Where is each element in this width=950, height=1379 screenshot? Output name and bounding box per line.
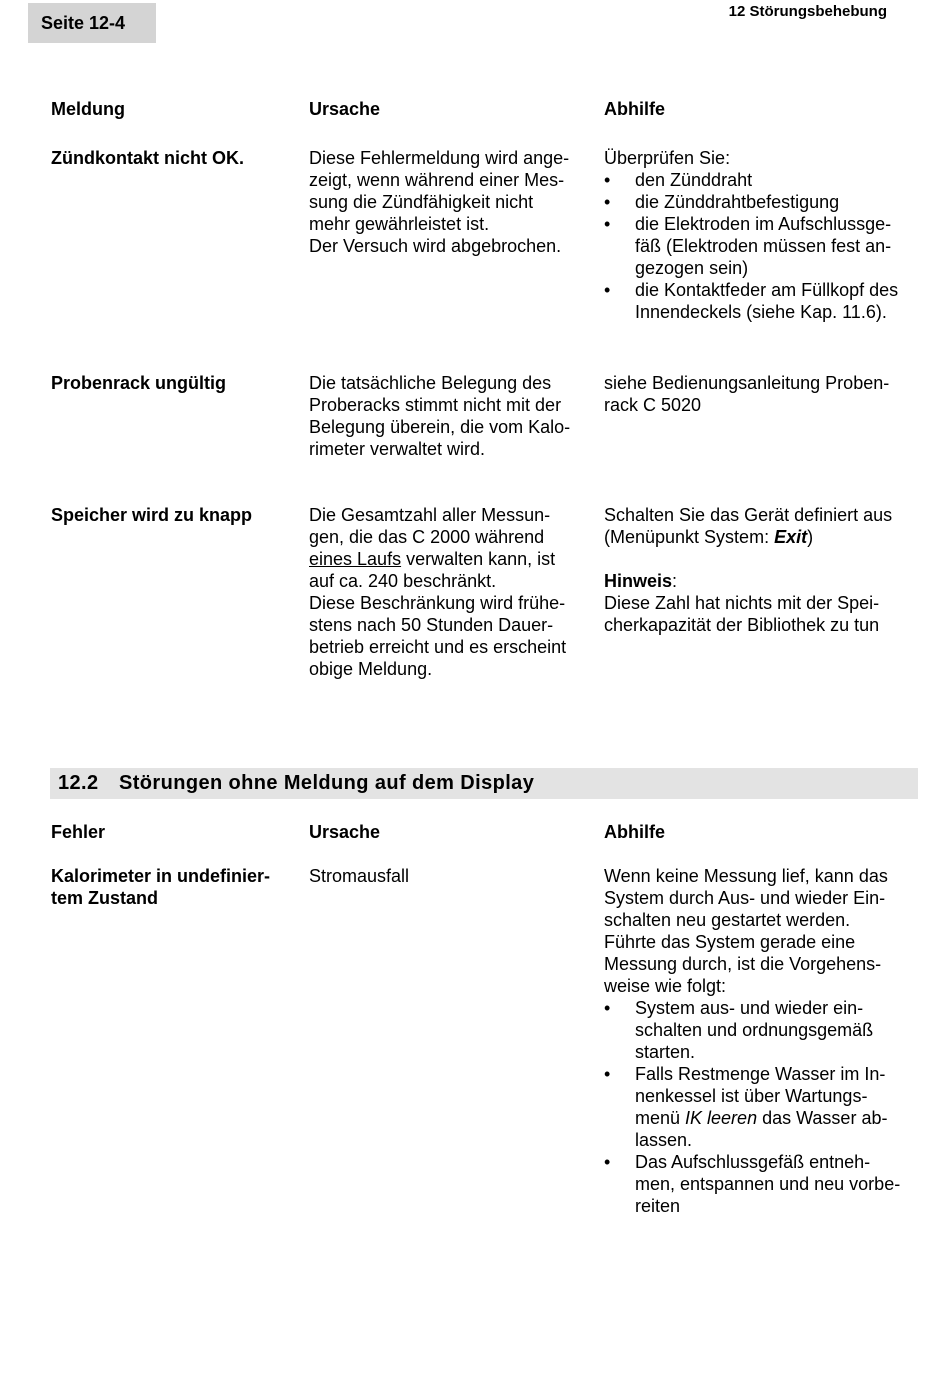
bullet-item [604, 191, 924, 213]
text-line: auf ca. 240 beschränkt. [309, 571, 497, 591]
text-span: ) [807, 527, 814, 547]
row-meldung: Zündkontakt nicht OK. [51, 148, 244, 168]
text-line [309, 548, 594, 570]
text-line: Diese Zahl hat nichts mit der Spei- [604, 593, 880, 613]
header-abhilfe: Abhilfe [604, 822, 665, 842]
bullet-item [604, 169, 924, 191]
text-line: Diese Beschränkung wird frühe- [309, 593, 566, 613]
row-ursache: Stromausfall [309, 866, 410, 886]
text-line: Proberacks stimmt nicht mit der [309, 395, 562, 415]
row-ursache [309, 372, 594, 460]
text-line: Messung durch, ist die Vorgehens- [604, 954, 882, 974]
text-line: sung die Zündfähigkeit nicht [309, 192, 534, 212]
text-line: rack C 5020 [604, 395, 702, 415]
section-title: Störungen ohne Meldung auf dem Display [119, 772, 535, 794]
blank-line [604, 548, 924, 570]
text-line: tem Zustand [51, 888, 159, 908]
header-ursache: Ursache [309, 99, 381, 119]
text-line: schalten neu gestartet werden. [604, 910, 851, 930]
text-line: Kalorimeter in undefinier- [51, 866, 271, 886]
bullet-text: fäß (Elektroden müssen fest an- [635, 236, 892, 256]
bullet-dot-icon: • [604, 1064, 611, 1084]
row-meldung: Speicher wird zu knapp [51, 505, 253, 525]
bullet-text: menü [635, 1108, 686, 1128]
page-number-box [28, 3, 156, 43]
bullet-text: nenkessel ist über Wartungs- [635, 1086, 868, 1106]
bullet-continuation [604, 235, 924, 257]
text-line: siehe Bedienungsanleitung Proben- [604, 373, 890, 393]
bullet-continuation [604, 301, 924, 323]
bullet-text: Innendeckels (siehe Kap. 11.6). [635, 302, 887, 322]
text-line: stens nach 50 Stunden Dauer- [309, 615, 554, 635]
bullet-continuation [604, 1195, 924, 1217]
text-line: Die Gesamtzahl aller Messun- [309, 505, 551, 525]
bullet-dot-icon: • [604, 998, 611, 1018]
text-line: betrieb erreicht und es erscheint [309, 637, 567, 657]
bullet-text: den Zünddraht [635, 170, 753, 190]
row-abhilfe [604, 147, 924, 323]
section-heading [50, 768, 918, 799]
text-line [604, 526, 924, 548]
hint-colon: : [672, 571, 678, 591]
text-line: System durch Aus- und wieder Ein- [604, 888, 886, 908]
header-meldung: Meldung [51, 99, 125, 119]
bullet-continuation [604, 1041, 924, 1063]
text-line: obige Meldung. [309, 659, 433, 679]
bullet-continuation [604, 1107, 924, 1129]
row-abhilfe [604, 865, 924, 1217]
text-line: cherkapazität der Bibliothek zu tun [604, 615, 880, 635]
row-ursache [309, 147, 594, 257]
text-line: mehr gewährleistet ist. [309, 214, 490, 234]
text-line: Führte das System gerade eine [604, 932, 856, 952]
text-line: rimeter verwaltet wird. [309, 439, 486, 459]
row-meldung: Probenrack ungültig [51, 373, 227, 393]
bullet-text: System aus- und wieder ein- [635, 998, 864, 1018]
bullet-continuation [604, 1019, 924, 1041]
bullet-item [604, 279, 924, 301]
bullet-dot-icon: • [604, 170, 611, 190]
page-number: Seite 12-4 [41, 13, 126, 33]
text-span: (Menüpunkt System: [604, 527, 775, 547]
bullet-text: die Zünddrahtbefestigung [635, 192, 840, 212]
bullet-dot-icon: • [604, 192, 611, 212]
text-line: Diese Fehlermeldung wird ange- [309, 148, 570, 168]
section-number: 12.2 [58, 772, 99, 794]
text-line: zeigt, wenn während einer Mes- [309, 170, 565, 190]
bullet-text: Falls Restmenge Wasser im In- [635, 1064, 886, 1084]
row-fehler [51, 865, 296, 909]
bullet-continuation [604, 1129, 924, 1151]
text-line: gen, die das C 2000 während [309, 527, 545, 547]
bullet-dot-icon: • [604, 280, 611, 300]
bullet-item [604, 1151, 924, 1173]
header-fehler: Fehler [51, 822, 106, 842]
bullet-text: das Wasser ab- [757, 1108, 888, 1128]
bullet-item [604, 1063, 924, 1085]
menu-exit-term: Exit [774, 527, 808, 547]
text-span: verwalten kann, ist [401, 549, 556, 569]
text-line: Der Versuch wird abgebrochen. [309, 236, 562, 256]
text-line: Schalten Sie das Gerät definiert aus [604, 505, 893, 525]
bullet-continuation [604, 1173, 924, 1195]
bullet-item [604, 997, 924, 1019]
bullet-text: gezogen sein) [635, 258, 749, 278]
text-line: Überprüfen Sie: [604, 148, 731, 168]
header-abhilfe: Abhilfe [604, 99, 665, 119]
bullet-text: Das Aufschlussgefäß entneh- [635, 1152, 871, 1172]
bullet-continuation [604, 257, 924, 279]
bullet-continuation [604, 1085, 924, 1107]
text-line: Wenn keine Messung lief, kann das [604, 866, 888, 886]
bullet-text: die Elektroden im Aufschlussge- [635, 214, 892, 234]
underlined-text: eines Laufs [309, 549, 402, 569]
header-ursache: Ursache [309, 822, 381, 842]
bullet-dot-icon: • [604, 1152, 611, 1172]
chapter-title: 12 Störungsbehebung [728, 3, 887, 20]
bullet-dot-icon: • [604, 214, 611, 234]
text-line: Belegung überein, die vom Kalo- [309, 417, 571, 437]
menu-term: IK leeren [685, 1108, 758, 1128]
bullet-text: die Kontaktfeder am Füllkopf des [635, 280, 899, 300]
hint-label: Hinweis [604, 571, 673, 591]
bullet-text: men, entspannen und neu vorbe- [635, 1174, 901, 1194]
text-line: weise wie folgt: [604, 976, 727, 996]
row-abhilfe [604, 372, 924, 416]
bullet-text: starten. [635, 1042, 696, 1062]
row-abhilfe [604, 504, 924, 636]
text-line: Die tatsächliche Belegung des [309, 373, 552, 393]
hint-heading [604, 570, 924, 592]
bullet-text: lassen. [635, 1130, 693, 1150]
bullet-text: schalten und ordnungsgemäß [635, 1020, 874, 1040]
bullet-item [604, 213, 924, 235]
row-ursache [309, 504, 594, 680]
bullet-text: reiten [635, 1196, 681, 1216]
